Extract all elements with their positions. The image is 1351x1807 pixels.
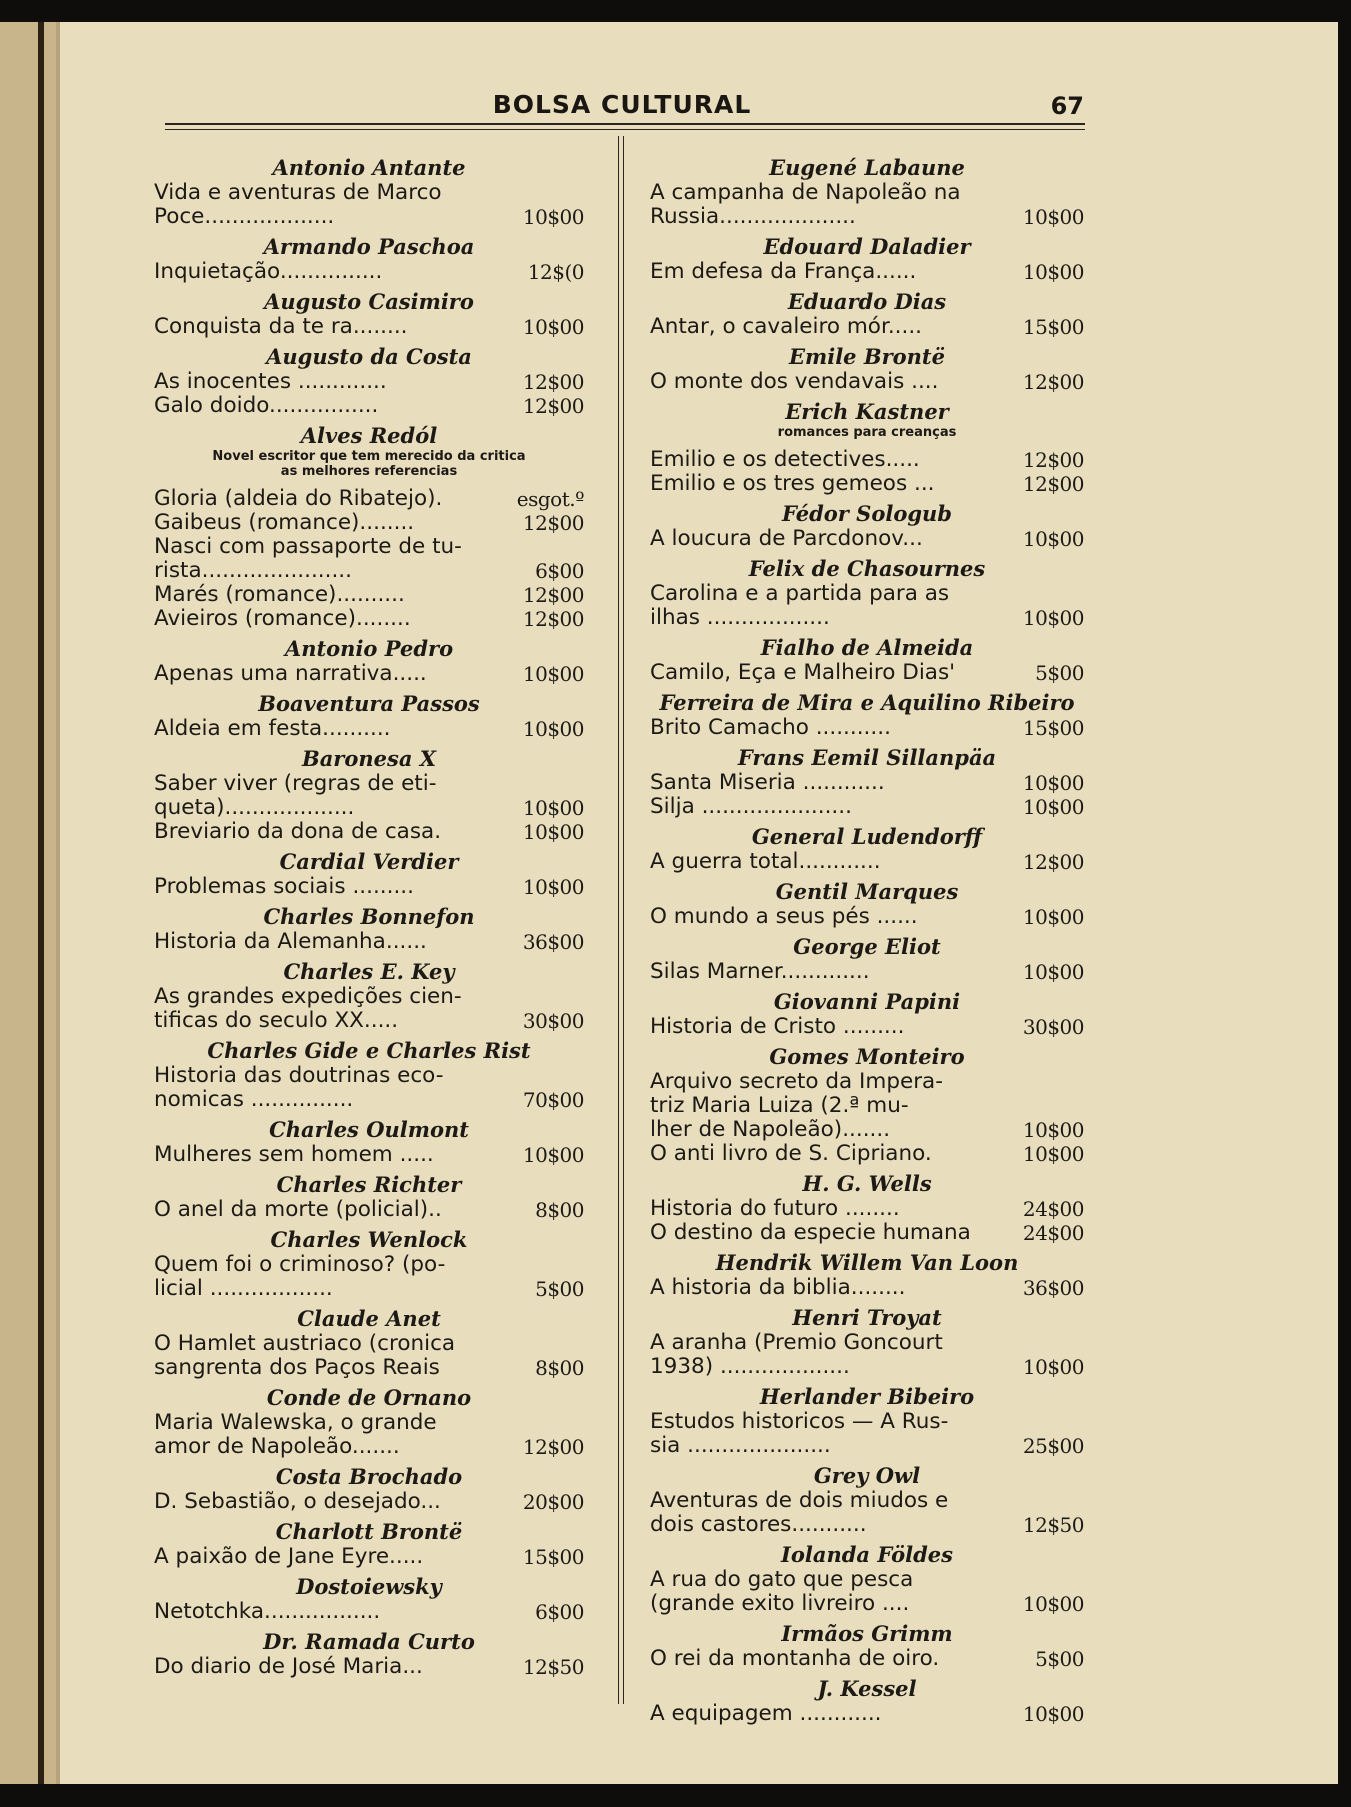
book-price: 12$00: [522, 583, 584, 607]
book-price: 25$00: [1022, 1434, 1084, 1458]
book-price: 12$50: [522, 1655, 584, 1679]
header-rule-thin: [165, 129, 1085, 130]
book-listing: [650, 716, 1084, 740]
book-listing: [154, 607, 584, 631]
book-price: 12$00: [522, 1435, 584, 1459]
author-name: H. G. Wells: [802, 1171, 932, 1196]
book-price: 10$00: [1022, 606, 1084, 630]
author-note: Novel escritor que tem merecido da critica as melhores referencias: [212, 449, 526, 479]
author-entry: [650, 398, 1084, 500]
author-name: Cardial Verdier: [279, 849, 459, 874]
book-title: A equipagem ............: [650, 1701, 882, 1726]
book-title: Historia das doutrinas eco- nomicas ...............: [154, 1063, 444, 1112]
author-name: Edouard Daladier: [763, 234, 971, 259]
book-listing: [650, 1489, 1084, 1537]
book-listing: [154, 511, 584, 535]
book-listing: [154, 370, 584, 394]
author-name: Augusto Casimiro: [264, 289, 474, 314]
author-name: Charles Richter: [276, 1172, 462, 1197]
book-title: Conquista da te ra........: [154, 314, 408, 339]
author-name: Eugené Labaune: [769, 155, 965, 180]
author-entry: [650, 1675, 1084, 1730]
author-name: Augusto da Costa: [266, 344, 472, 369]
book-price: 5$00: [1035, 661, 1084, 685]
book-price: 70$00: [522, 1088, 584, 1112]
book-price: 10$00: [522, 820, 584, 844]
book-price: 12$00: [522, 511, 584, 535]
author-entry: [650, 1249, 1084, 1304]
left-column: [154, 154, 584, 1683]
author-entry: [154, 1171, 584, 1226]
book-price: 12$00: [1022, 850, 1084, 874]
book-listing: [650, 771, 1084, 795]
author-entry: [650, 1170, 1084, 1249]
author-name: Gomes Monteiro: [769, 1044, 965, 1069]
author-name: Baronesa X: [301, 746, 437, 771]
book-price: 36$00: [522, 930, 584, 954]
book-price: 10$00: [522, 796, 584, 820]
book-title: Antar, o cavaleiro mór.....: [650, 314, 922, 339]
book-listing: [154, 487, 584, 511]
book-title: Quem foi o criminoso? (po- licial ..................: [154, 1252, 446, 1301]
book-title: Marés (romance)..........: [154, 582, 405, 607]
author-entry: [154, 1518, 584, 1573]
book-listing: [154, 260, 584, 284]
book-price: 5$00: [1035, 1647, 1084, 1671]
author-name: Charles Gide e Charles Rist: [207, 1038, 531, 1063]
book-price: 10$00: [522, 662, 584, 686]
book-title: Carolina e a partida para as ilhas ..................: [650, 581, 950, 630]
book-spine: [0, 22, 56, 1784]
book-price: 10$00: [522, 205, 584, 229]
book-listing: [650, 448, 1084, 472]
book-listing: [154, 1064, 584, 1112]
book-price: 15$00: [1022, 716, 1084, 740]
book-title: O mundo a seus pés ......: [650, 904, 918, 929]
book-title: Camilo, Eça e Malheiro Dias': [650, 660, 956, 685]
book-price: 10$00: [522, 1143, 584, 1167]
author-name: Claude Anet: [297, 1306, 441, 1331]
author-name: Alves Redól: [300, 423, 438, 448]
book-title: Saber viver (regras de eti- queta)...................: [154, 771, 437, 820]
book-listing: [154, 1545, 584, 1569]
book-price: 10$00: [522, 717, 584, 741]
author-entry: [650, 555, 1084, 634]
author-entry: [154, 1384, 584, 1463]
book-title: Do diario de José Maria...: [154, 1654, 423, 1679]
author-name: Frans Eemil Sillanpäa: [737, 745, 997, 770]
author-name: Irmãos Grimm: [781, 1621, 953, 1646]
book-price: 8$00: [535, 1356, 584, 1380]
book-title: Historia de Cristo .........: [650, 1014, 905, 1039]
author-entry: [154, 154, 584, 233]
author-entry: [154, 1037, 584, 1116]
book-title: D. Sebastião, o desejado...: [154, 1489, 441, 1514]
book-title: Galo doido................: [154, 393, 379, 418]
book-price: 10$00: [1022, 960, 1084, 984]
author-name: Emile Brontë: [788, 344, 945, 369]
author-name: Felix de Chasournes: [748, 556, 986, 581]
book-title: O destino da especie humana: [650, 1220, 971, 1245]
book-title: Mulheres sem homem .....: [154, 1142, 434, 1167]
book-title: Silas Marner.............: [650, 959, 870, 984]
author-entry: [154, 1305, 584, 1384]
book-title: Aldeia em festa..........: [154, 716, 391, 741]
column-divider: [618, 136, 624, 1704]
author-entry: [154, 745, 584, 848]
book-listing: [154, 1655, 584, 1679]
book-listing: [650, 905, 1084, 929]
book-listing: [154, 1411, 584, 1459]
book-price: 24$00: [1022, 1221, 1084, 1245]
author-name: Gentil Marques: [775, 879, 959, 904]
book-price: 10$00: [1022, 1118, 1084, 1142]
book-listing: [650, 472, 1084, 496]
book-title: A campanha de Napoleão na Russia....................: [650, 180, 961, 229]
book-listing: [154, 1198, 584, 1222]
book-title: O anti livro de S. Cipriano.: [650, 1141, 932, 1166]
author-entry: [154, 288, 584, 343]
book-listing: [650, 1197, 1084, 1221]
author-name: Charles Bonnefon: [263, 904, 475, 929]
author-note: romances para creanças: [777, 425, 957, 440]
book-title: Estudos historicos — A Rus- sia .....................: [650, 1409, 949, 1458]
book-price: 10$00: [1022, 1702, 1084, 1726]
author-name: Fialho de Almeida: [760, 635, 974, 660]
book-listing: [650, 1142, 1084, 1166]
book-title: Santa Miseria ............: [650, 770, 885, 795]
book-title: As inocentes .............: [154, 369, 387, 394]
author-entry: [650, 988, 1084, 1043]
author-entry: [154, 422, 584, 635]
book-listing: [650, 527, 1084, 551]
author-name: Charlott Brontë: [275, 1519, 463, 1544]
book-title: Historia do futuro ........: [650, 1196, 900, 1221]
author-entry: [650, 1462, 1084, 1541]
book-listing: [650, 850, 1084, 874]
book-title: Historia da Alemanha......: [154, 929, 427, 954]
book-price: 10$00: [1022, 527, 1084, 551]
author-name: Antonio Pedro: [284, 636, 454, 661]
book-price: 12$50: [1022, 1513, 1084, 1537]
book-price: 8$00: [535, 1198, 584, 1222]
book-price: 10$00: [1022, 1355, 1084, 1379]
book-listing: [650, 1410, 1084, 1458]
book-listing: [154, 1253, 584, 1301]
book-price: 10$00: [522, 875, 584, 899]
book-price: 10$00: [1022, 1592, 1084, 1616]
book-price: 12$00: [522, 394, 584, 418]
book-price: 12$(0: [527, 260, 584, 284]
author-entry: [650, 634, 1084, 689]
book-title: Gloria (aldeia do Ribatejo).: [154, 486, 443, 511]
book-title: Arquivo secreto da Impera- triz Maria Luiza (2.ª mu- lher de Napoleão).......: [650, 1069, 943, 1142]
book-listing: [650, 582, 1084, 630]
author-entry: [154, 1573, 584, 1628]
author-name: Henri Troyat: [792, 1305, 942, 1330]
book-price: 30$00: [522, 1009, 584, 1033]
author-entry: [650, 1043, 1084, 1170]
book-price: 10$00: [1022, 205, 1084, 229]
book-price: esgot.º: [516, 487, 584, 511]
author-name: Armando Paschoa: [263, 234, 475, 259]
book-title: Brito Camacho ...........: [650, 715, 891, 740]
book-price: 30$00: [1022, 1015, 1084, 1039]
author-entry: [154, 1226, 584, 1305]
author-name: Conde de Ornano: [266, 1385, 472, 1410]
book-listing: [154, 394, 584, 418]
author-name: Eduardo Dias: [787, 289, 947, 314]
book-listing: [154, 772, 584, 820]
book-title: Nasci com passaporte de tu- rista......................: [154, 534, 462, 583]
author-name: Giovanni Papini: [773, 989, 961, 1014]
author-name: Dostoiewsky: [296, 1574, 442, 1599]
book-title: O rei da montanha de oiro.: [650, 1646, 940, 1671]
book-listing: [154, 1490, 584, 1514]
author-entry: [650, 823, 1084, 878]
author-name: Charles E. Key: [283, 959, 455, 984]
author-name: J. Kessel: [817, 1676, 917, 1701]
book-price: 5$00: [535, 1277, 584, 1301]
book-listing: [154, 820, 584, 844]
book-listing: [650, 1568, 1084, 1616]
book-title: Silja ......................: [650, 794, 852, 819]
book-listing: [650, 1331, 1084, 1379]
book-price: 10$00: [522, 315, 584, 339]
book-price: 12$00: [1022, 472, 1084, 496]
author-name: Erich Kastner: [785, 399, 949, 424]
book-title: Em defesa da França......: [650, 259, 917, 284]
book-price: 10$00: [1022, 905, 1084, 929]
author-name: Iolanda Földes: [781, 1542, 953, 1567]
author-entry: [650, 500, 1084, 555]
author-entry: [650, 343, 1084, 398]
book-listing: [154, 315, 584, 339]
book-listing: [154, 662, 584, 686]
book-title: Avieiros (romance)........: [154, 606, 411, 631]
author-entry: [154, 635, 584, 690]
author-entry: [650, 1620, 1084, 1675]
author-entry: [650, 878, 1084, 933]
author-entry: [154, 1463, 584, 1518]
author-name: Costa Brochado: [275, 1464, 463, 1489]
author-name: Fédor Sologub: [782, 501, 952, 526]
book-title: A rua do gato que pesca (grande exito livreiro ....: [650, 1567, 914, 1616]
book-price: 12$00: [1022, 370, 1084, 394]
book-listing: [650, 1647, 1084, 1671]
author-entry: [650, 1383, 1084, 1462]
book-listing: [154, 583, 584, 607]
book-price: 24$00: [1022, 1197, 1084, 1221]
book-title: A paixão de Jane Eyre.....: [154, 1544, 424, 1569]
book-title: A loucura de Parcdonov...: [650, 526, 923, 551]
book-title: A historia da biblia........: [650, 1275, 906, 1300]
author-entry: [650, 154, 1084, 233]
book-price: 15$00: [522, 1545, 584, 1569]
book-listing: [154, 1143, 584, 1167]
book-price: 36$00: [1022, 1276, 1084, 1300]
book-title: O monte dos vendavais ....: [650, 369, 939, 394]
author-name: General Ludendorff: [751, 824, 983, 849]
book-listing: [650, 1221, 1084, 1245]
book-price: 12$00: [522, 607, 584, 631]
author-name: Dr. Ramada Curto: [263, 1629, 475, 1654]
book-price: 12$00: [1022, 448, 1084, 472]
author-name: Herlander Bibeiro: [759, 1384, 975, 1409]
author-entry: [154, 690, 584, 745]
author-name: Charles Oulmont: [269, 1117, 469, 1142]
author-entry: [154, 233, 584, 288]
author-entry: [154, 1116, 584, 1171]
book-listing: [650, 260, 1084, 284]
author-entry: [650, 689, 1084, 744]
author-entry: [650, 1304, 1084, 1383]
book-price: 6$00: [535, 559, 584, 583]
book-title: Apenas uma narrativa.....: [154, 661, 427, 686]
book-listing: [650, 1276, 1084, 1300]
author-entry: [650, 1541, 1084, 1620]
book-listing: [154, 930, 584, 954]
book-title: O Hamlet austriaco (cronica sangrenta dos Paços Reais: [154, 1331, 456, 1380]
book-listing: [650, 315, 1084, 339]
book-price: 10$00: [1022, 795, 1084, 819]
author-name: Grey Owl: [813, 1463, 921, 1488]
author-entry: [154, 848, 584, 903]
author-name: Antonio Antante: [272, 155, 466, 180]
page-title: BOLSA CULTURAL: [492, 90, 752, 119]
book-listing: [650, 661, 1084, 685]
author-entry: [650, 744, 1084, 823]
book-listing: [154, 717, 584, 741]
author-entry: [154, 903, 584, 958]
book-price: 10$00: [1022, 771, 1084, 795]
book-title: Gaibeus (romance)........: [154, 510, 415, 535]
header-rule: [165, 123, 1085, 125]
author-name: George Eliot: [793, 934, 941, 959]
book-price: 15$00: [1022, 315, 1084, 339]
book-title: Emilio e os tres gemeos ...: [650, 471, 935, 496]
book-title: Netotchka.................: [154, 1599, 381, 1624]
author-name: Hendrik Willem Van Loon: [715, 1250, 1019, 1275]
book-listing: [650, 1015, 1084, 1039]
book-title: Emilio e os detectives.....: [650, 447, 920, 472]
book-title: As grandes expedições cien- tificas do seculo XX.....: [154, 984, 462, 1033]
book-title: Maria Walewska, o grande amor de Napoleão.......: [154, 1410, 437, 1459]
book-title: Aventuras de dois miudos e dois castores...........: [650, 1488, 949, 1537]
book-title: Inquietação...............: [154, 259, 383, 284]
book-price: 10$00: [1022, 1142, 1084, 1166]
book-price: 20$00: [522, 1490, 584, 1514]
author-entry: [154, 343, 584, 422]
author-entry: [154, 1628, 584, 1683]
book-listing: [154, 985, 584, 1033]
book-title: A guerra total............: [650, 849, 881, 874]
author-entry: [650, 233, 1084, 288]
author-name: Charles Wenlock: [270, 1227, 468, 1252]
author-name: Boaventura Passos: [258, 691, 480, 716]
book-title: Breviario da dona de casa.: [154, 819, 442, 844]
book-listing: [154, 1600, 584, 1624]
author-entry: [154, 958, 584, 1037]
right-column: [650, 154, 1084, 1730]
book-title: Problemas sociais .........: [154, 874, 414, 899]
author-name: Ferreira de Mira e Aquilino Ribeiro: [659, 690, 1075, 715]
author-entry: [650, 933, 1084, 988]
book-listing: [154, 181, 584, 229]
page-number: 67: [1050, 92, 1084, 120]
book-listing: [154, 1332, 584, 1380]
book-listing: [154, 535, 584, 583]
book-listing: [650, 795, 1084, 819]
book-title: Vida e aventuras de Marco Poce...................: [154, 180, 442, 229]
book-listing: [154, 875, 584, 899]
book-price: 12$00: [522, 370, 584, 394]
book-listing: [650, 1070, 1084, 1142]
book-price: 6$00: [535, 1600, 584, 1624]
book-title: O anel da morte (policial)..: [154, 1197, 442, 1222]
book-listing: [650, 960, 1084, 984]
book-listing: [650, 370, 1084, 394]
book-listing: [650, 181, 1084, 229]
page-header: [160, 86, 1084, 126]
book-price: 10$00: [1022, 260, 1084, 284]
author-entry: [650, 288, 1084, 343]
book-title: A aranha (Premio Goncourt 1938) ...................: [650, 1330, 943, 1379]
book-listing: [650, 1702, 1084, 1726]
